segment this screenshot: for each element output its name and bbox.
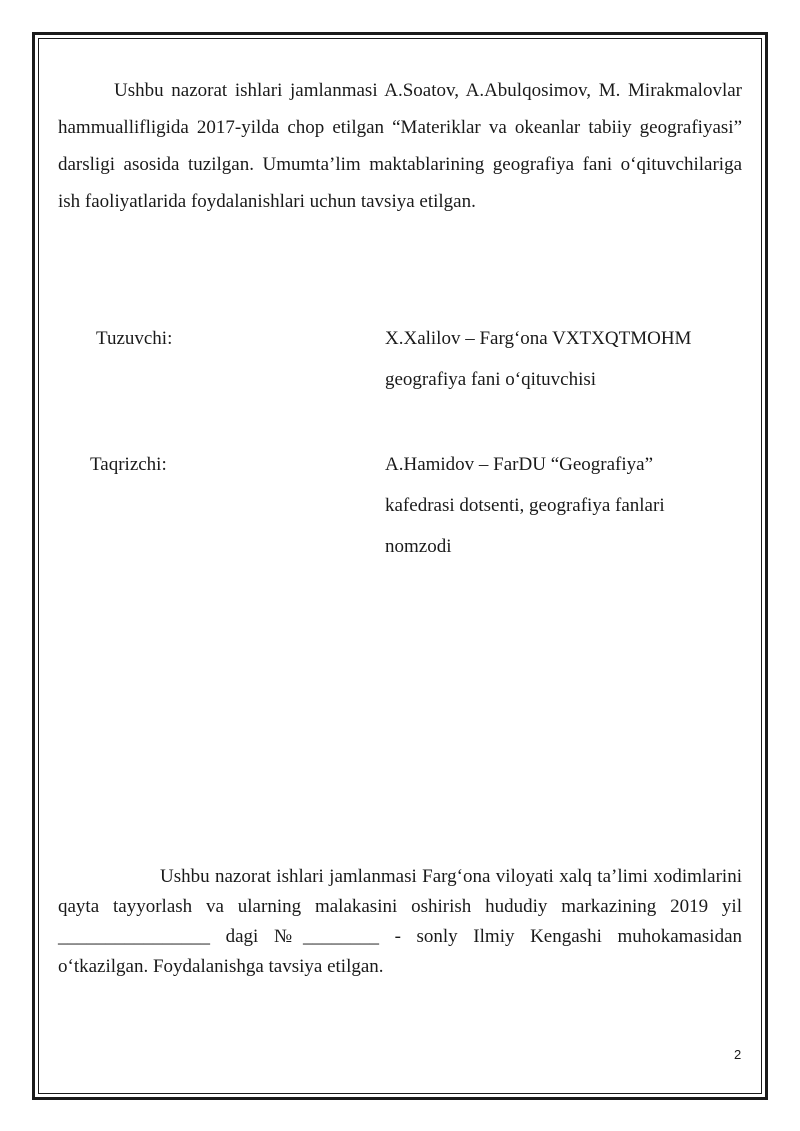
reviewer-line-2: kafedrasi dotsenti, geografiya fanlari bbox=[385, 495, 665, 516]
reviewer-label: Taqrizchi: bbox=[90, 454, 167, 475]
compiler-label: Tuzuvchi: bbox=[96, 328, 173, 349]
reviewer-line-1: A.Hamidov – FarDU “Geografiya” bbox=[385, 454, 654, 475]
intro-paragraph: Ushbu nazorat ishlari jamlanmasi A.Soatov, A.Abulqosimov, M. Mirakmalovlar hammuallifligida 2017-yilda chop etilgan “Materiklar va okeanlar tabiiy geografiyasi” darsligi asosida tuzilgan. Umumta’lim maktablarining geografiya fani o‘qituvchilariga ish faoliyatlarida foydalanishlari uchun tavsiya etilgan. bbox=[58, 80, 742, 212]
reviewer-line-3: nomzodi bbox=[385, 536, 452, 557]
compiler-line-1: X.Xalilov – Farg‘ona VXTXQTMOHM bbox=[385, 328, 692, 349]
approval-paragraph: Ushbu nazorat ishlari jamlanmasi Farg‘ona viloyati xalq ta’limi xodimlarini qayta tayyorlash va ularning malakasini oshirish hududiy markazining 2019 yil ________________ dagi №________ - sonly Ilmiy Kengashi muhokamasidan o‘tkazilgan. Foydalanishga tavsiya etilgan. bbox=[58, 866, 742, 977]
page-number: 2 bbox=[734, 1047, 742, 1062]
compiler-line-2: geografiya fani o‘qituvchisi bbox=[385, 369, 597, 390]
